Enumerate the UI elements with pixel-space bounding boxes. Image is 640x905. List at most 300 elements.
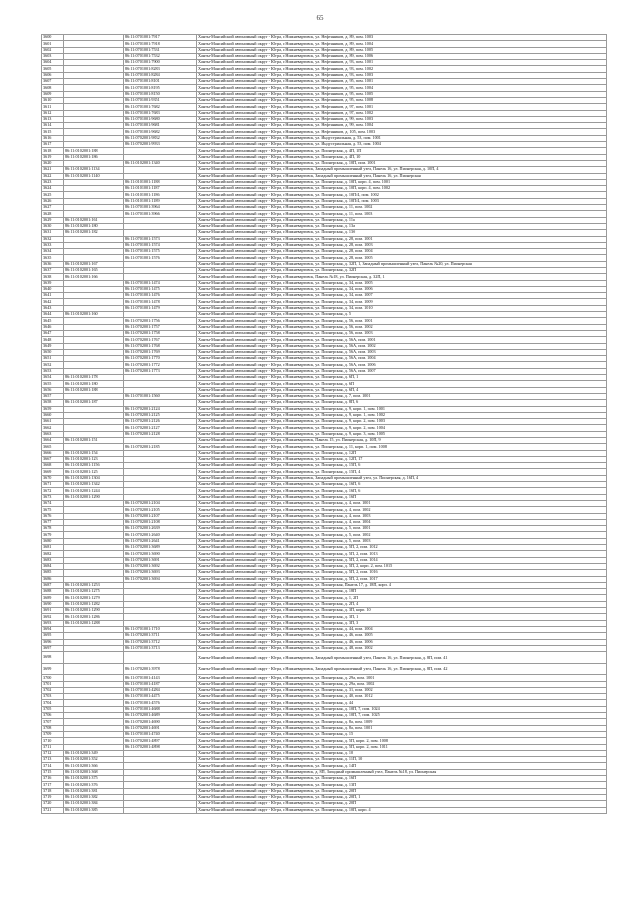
row-number: 3720	[42, 801, 64, 807]
premise-cadastral-number: 86:11:0102001:1340	[124, 160, 197, 166]
premise-cadastral-number: 86:11:0701001:3966	[124, 211, 197, 217]
premise-cadastral-number: 86:11:0702001:3978	[124, 663, 197, 675]
registry-table	[41, 34, 607, 814]
premise-cadastral-number: 86:11:0702001:1772	[124, 362, 197, 368]
row-number: 3654	[42, 375, 64, 381]
premise-cadastral-number: 86:11:0701001:1478	[124, 299, 197, 305]
row-number: 3602	[42, 47, 64, 53]
building-cadastral-number: 86:11:0102001:1140	[64, 173, 124, 179]
address-cell: Ханты-Мансийский автономный округ - Югра, г.Нижневартовск, ул. Пионерская, д. 11, корп. 1, пом. 1008	[197, 444, 607, 450]
address-cell: Ханты-Мансийский автономный округ - Югра, г.Нижневартовск, ул. Пионерская, д. 20П	[197, 801, 607, 807]
address-cell: Ханты-Мансийский автономный округ - Югра, г.Нижневартовск, ул. Пионерская, д. 12П, 17	[197, 456, 607, 462]
premise-cadastral-number: 86:11:0701001:1560	[124, 393, 197, 399]
address-cell: Ханты-Мансийский автономный округ - Югра, г.Нижневартовск, ул. Пионерская, д. 56, пом. 1001	[197, 318, 607, 324]
row-number: 3719	[42, 794, 64, 800]
row-number: 3662	[42, 425, 64, 431]
row-number: 3665	[42, 444, 64, 450]
row-number: 3624	[42, 186, 64, 192]
row-number: 3655	[42, 381, 64, 387]
building-cadastral-number: 86:11:0102001:384	[64, 801, 124, 807]
row-number: 3701	[42, 681, 64, 687]
row-number: 3667	[42, 456, 64, 462]
row-number: 3619	[42, 154, 64, 160]
row-number: 3601	[42, 41, 64, 47]
premise-cadastral-number: 86:11:0702001:2107	[124, 513, 197, 519]
address-cell: Ханты-Мансийский автономный округ - Югра, г.Нижневартовск, ул. Индустриальная, д. 53, пом. 1004	[197, 142, 607, 148]
premise-cadastral-number: 86:11:0702001:4691	[124, 725, 197, 731]
address-cell: Ханты-Мансийский автономный округ - Югра, г.Нижневартовск, ул. Пионерская, д. 13б	[197, 230, 607, 236]
address-cell: Ханты-Мансийский автономный округ - Югра, г.Нижневартовск, ул. Пионерская, д. 32П, 1, Западный промышленный узел, Панель №20, ул. Пионерская	[197, 261, 607, 267]
building-cadastral-number: 86:11:0102001:180	[64, 223, 124, 229]
premise-cadastral-number: 86:11:0701001:1574	[124, 242, 197, 248]
premise-cadastral-number: 86:11:0701001:8150	[124, 91, 197, 97]
address-cell: Ханты-Мансийский автономный округ - Югра, г.Нижневартовск, ул. Пионерская, д. 56А, пом. 1006	[197, 362, 607, 368]
premise-cadastral-number: 86:11:0702001:4897	[124, 738, 197, 744]
address-cell: Ханты-Мансийский автономный округ - Югра, г.Нижневартовск, ул. Пионерская, д. 13а	[197, 223, 607, 229]
address-cell: Ханты-Мансийский автономный округ - Югра, г.Нижневартовск, ул. Пионерская, д. 29а, пом. 1002	[197, 681, 607, 687]
premise-cadastral-number: 86:11:0701001:4187	[124, 681, 197, 687]
address-cell: Ханты-Мансийский автономный округ - Югра, г.Нижневартовск, ул. Пионерская, д. 10П, 7, пом. 1024	[197, 706, 607, 712]
row-number: 3676	[42, 513, 64, 519]
address-cell: Ханты-Мансийский автономный округ - Югра, г.Нижневартовск, ул. Пионерская, д. 10П, корп. 4, пом. 1002	[197, 186, 607, 192]
row-number: 3645	[42, 318, 64, 324]
premise-cadastral-number: 86:11:0701001:1575	[124, 249, 197, 255]
premise-cadastral-number: 86:11:0702001:1758	[124, 330, 197, 336]
building-cadastral-number: 86:11:0102001:188	[64, 387, 124, 393]
building-cadastral-number: 86:11:0102001:1288	[64, 620, 124, 626]
premise-cadastral-number: 86:11:0702001:2640	[124, 532, 197, 538]
row-number: 3633	[42, 242, 64, 248]
address-cell: Ханты-Мансийский автономный округ - Югра, г.Нижневартовск, ул. Пионерская, д. 46, пом. 1005	[197, 633, 607, 639]
building-cadastral-number: 86:11:0102001:178	[64, 375, 124, 381]
premise-cadastral-number	[124, 652, 197, 664]
row-number: 3617	[42, 142, 64, 148]
premise-cadastral-number: 86:11:0701001:1474	[124, 280, 197, 286]
address-cell: Ханты-Мансийский автономный округ - Югра, г.Нижневартовск, ул. Пионерская, д. 9, корп. 2, пом. 1004	[197, 425, 607, 431]
premise-cadastral-number: 86:11:0101001:1188	[124, 179, 197, 185]
address-cell: Ханты-Мансийский автономный округ - Югра, г.Нижневартовск, ул. Пионерская, д. 8а, пом. 1001	[197, 725, 607, 731]
address-cell: Ханты-Мансийский автономный округ - Югра, г.Нижневартовск, ул. Пионерская, д. 9, корп. 1, пом. 1001	[197, 406, 607, 412]
premise-cadastral-number: 86:11:0702001:4898	[124, 744, 197, 750]
address-cell: Ханты-Мансийский автономный округ - Югра, г.Нижневартовск, ул. Пионерская, д. 56А, пом. 1001	[197, 337, 607, 343]
row-number: 3692	[42, 614, 64, 620]
premise-cadastral-number: 86:11:0702001:3712	[124, 639, 197, 645]
building-cadastral-number: 86:11:0102001:1156	[64, 463, 124, 469]
premise-cadastral-number: 86:11:0702001:4689	[124, 713, 197, 719]
premise-cadastral-number: 86:11:0702001:2104	[124, 500, 197, 506]
building-cadastral-number: 86:11:0102001:154	[64, 450, 124, 456]
row-number: 3604	[42, 60, 64, 66]
address-cell: Ханты-Мансийский автономный округ - Югра, г.Нижневартовск, ул. Пионерская, д. 5, пом. 1002	[197, 532, 607, 538]
address-cell: Ханты-Мансийский автономный округ - Югра, г.Нижневартовск, ул. Пионерская, д. 5, пом. 1001	[197, 526, 607, 532]
address-cell: Ханты-Мансийский автономный округ - Югра, г.Нижневартовск, ул. Нефтяников, д. 99, пом. 1003	[197, 116, 607, 122]
row-number: 3691	[42, 608, 64, 614]
row-number: 3700	[42, 675, 64, 681]
row-number: 3683	[42, 557, 64, 563]
address-cell: Ханты-Мансийский автономный округ - Югра, г.Нижневартовск, ул. Пионерская, д. 6П	[197, 381, 607, 387]
premise-cadastral-number: 86:11:0702001:9933	[124, 142, 197, 148]
address-cell: Ханты-Мансийский автономный округ - Югра, г.Нижневартовск, ул. Пионерская, д. 56А, пом. 1007	[197, 368, 607, 374]
premise-cadastral-number: 86:11:0702001:2641	[124, 538, 197, 544]
row-number: 3684	[42, 563, 64, 569]
row-number: 3711	[42, 744, 64, 750]
row-number: 3695	[42, 633, 64, 639]
address-cell: Ханты-Мансийский автономный округ - Югра, г.Нижневартовск, ул. Пионерская, д. 56А, пом. 1002	[197, 343, 607, 349]
row-number: 3637	[42, 267, 64, 273]
address-cell: Ханты-Мансийский автономный округ - Югра, г.Нижневартовск, Западный промышленный узел, Панель 16, ул. Пионерская, д. 8П, пом. 42	[197, 663, 607, 675]
row-number: 3650	[42, 349, 64, 355]
row-number: 3628	[42, 211, 64, 217]
premise-cadastral-number: 86:11:0701001:1476	[124, 293, 197, 299]
row-number: 3615	[42, 129, 64, 135]
address-cell: Ханты-Мансийский автономный округ - Югра, г.Нижневартовск, ул. Нефтяников, д. 95, пом. 1001	[197, 79, 607, 85]
address-cell: Ханты-Мансийский автономный округ - Югра, г.Нижневартовск, ул. Пионерская, д. 34, пом. 1006	[197, 286, 607, 292]
row-number: 3620	[42, 160, 64, 166]
address-cell: Ханты-Мансийский автономный округ - Югра, г.Нижневартовск, ул. Пионерская, д. 28, пом. 1005	[197, 255, 607, 261]
premise-cadastral-number: 86:11:0702001:3689	[124, 545, 197, 551]
address-cell: Ханты-Мансийский автономный округ - Югра, г.Нижневартовск, ул. Нефтяников, д. 93, пом. 1002	[197, 66, 607, 72]
address-cell: Ханты-Мансийский автономный округ - Югра, г.Нижневартовск, д. 8П, Западный промышленный узел, Панель №18, ул. Пионерская	[197, 769, 607, 775]
row-number: 3709	[42, 731, 64, 737]
premise-cadastral-number: 86:11:0702001:2126	[124, 419, 197, 425]
premise-cadastral-number: 86:11:0701001:3713	[124, 645, 197, 651]
row-number: 3696	[42, 639, 64, 645]
premise-cadastral-number: 86:11:0701001:4576	[124, 700, 197, 706]
table-row	[42, 652, 607, 664]
building-cadastral-number: 86:11:0102001:186	[64, 154, 124, 160]
row-number: 3713	[42, 757, 64, 763]
address-cell: Ханты-Мансийский автономный округ - Югра, г.Нижневартовск, ул. Нефтяников, д. 93, пом. 1003	[197, 72, 607, 78]
premise-cadastral-number: 86:11:0701001:4740	[124, 731, 197, 737]
row-number: 3603	[42, 53, 64, 59]
building-cadastral-number: 86:11:0102001:1253	[64, 582, 124, 588]
address-cell: Ханты-Мансийский автономный округ - Югра, г.Нижневартовск, ул. Нефтяников, д. 105, пом. 1003	[197, 129, 607, 135]
address-cell: Ханты-Мансийский автономный округ - Югра, г.Нижневартовск, ул. Пионерская, д. 10П, корп. 4	[197, 807, 607, 813]
address-cell: Ханты-Мансийский автономный округ - Югра, г.Нижневартовск, ул. Нефтяников, д. 97, пом. 1001	[197, 104, 607, 110]
row-number: 3671	[42, 482, 64, 488]
row-number: 3708	[42, 725, 64, 731]
address-cell: Ханты-Мансийский автономный округ - Югра, г.Нижневартовск, Западный промышленный узел, Панель 16, ул. Пионерская, д. 8П, пом. 41	[197, 652, 607, 664]
address-cell: Ханты-Мансийский автономный округ - Югра, г.Нижневартовск, ул. Пионерская, д. 10П/4, пом. 1003	[197, 198, 607, 204]
row-number: 3717	[42, 782, 64, 788]
building-cadastral-number: 86:11:0102001:1244	[64, 488, 124, 494]
address-cell: Ханты-Мансийский автономный округ - Югра, г.Нижневартовск, ул. Пионерская, д. 4, пом. 1003	[197, 513, 607, 519]
row-number: 3613	[42, 116, 64, 122]
address-cell: Ханты-Мансийский автономный округ - Югра, г.Нижневартовск, Панель 15, ул. Пионерская, д. 10П, 9	[197, 438, 607, 444]
premise-cadastral-number: 86:11:0702001:3690	[124, 551, 197, 557]
row-number: 3685	[42, 570, 64, 576]
building-cadastral-number: 86:11:0102001:1342	[64, 482, 124, 488]
row-number: 3612	[42, 110, 64, 116]
building-cadastral-number: 86:11:0102001:1290	[64, 608, 124, 614]
address-cell: Ханты-Мансийский автономный округ - Югра, г.Нижневартовск, ул. Пионерская, д. 31, пом. 1002	[197, 687, 607, 693]
premise-cadastral-number: 86:11:0701001:9351	[124, 97, 197, 103]
row-number: 3626	[42, 198, 64, 204]
building-cadastral-number: 86:11:0102001:385	[64, 807, 124, 813]
row-number: 3660	[42, 412, 64, 418]
premise-cadastral-number: 86:11:0702001:1756	[124, 318, 197, 324]
row-number: 3631	[42, 230, 64, 236]
row-number: 3714	[42, 763, 64, 769]
row-number: 3721	[42, 807, 64, 813]
address-cell: Ханты-Мансийский автономный округ - Югра, г.Нижневартовск, ул. Пионерская, Панель 17, д. 18П, корп. 4	[197, 582, 607, 588]
premise-cadastral-number: 86:11:0702001:2124	[124, 406, 197, 412]
row-number: 3609	[42, 91, 64, 97]
row-number: 3678	[42, 526, 64, 532]
premise-cadastral-number: 86:11:0701001:1479	[124, 305, 197, 311]
premise-cadastral-number: 86:11:0702001:2185	[124, 444, 197, 450]
row-number: 3611	[42, 104, 64, 110]
row-number: 3674	[42, 500, 64, 506]
address-cell: Ханты-Мансийский автономный округ - Югра, г.Нижневартовск, ул. Пионерская, д. 18П	[197, 589, 607, 595]
address-cell: Ханты-Мансийский автономный округ - Югра, г.Нижневартовск, Западный промышленный узел, Панель 16, ул. Пионерская, д. 10П, 4	[197, 167, 607, 173]
premise-cadastral-number: 86:11:0702001:3694	[124, 576, 197, 582]
row-number: 3630	[42, 223, 64, 229]
building-cadastral-number: 86:11:0102001:375	[64, 776, 124, 782]
building-cadastral-number: 86:11:0102001:187	[64, 400, 124, 406]
row-number: 3600	[42, 35, 64, 41]
building-cadastral-number: 86:11:0102001:376	[64, 782, 124, 788]
address-cell: Ханты-Мансийский автономный округ - Югра, г.Нижневартовск, ул. Нефтяников, д. 95, пом. 1005	[197, 91, 607, 97]
address-cell: Ханты-Мансийский автономный округ - Югра, г.Нижневартовск, ул. Пионерская, д. 5П, 2, пом. 1016	[197, 570, 607, 576]
row-number: 3632	[42, 236, 64, 242]
premise-cadastral-number: 86:11:0701001:7917	[124, 35, 197, 41]
row-number: 3646	[42, 324, 64, 330]
building-cadastral-number: 86:11:0102001:1279	[64, 595, 124, 601]
row-number: 3710	[42, 738, 64, 744]
address-cell: Ханты-Мансийский автономный округ - Югра, г.Нижневартовск, ул. Пионерская, д. 1, 2П	[197, 595, 607, 601]
row-number: 3623	[42, 179, 64, 185]
table-row	[42, 807, 607, 813]
address-cell: Ханты-Мансийский автономный округ - Югра, г.Нижневартовск, ул. Пионерская, д. 12П	[197, 450, 607, 456]
building-cadastral-number: 86:11:0102001:382	[64, 794, 124, 800]
row-number: 3640	[42, 286, 64, 292]
premise-cadastral-number: 86:11:0702001:1770	[124, 356, 197, 362]
building-cadastral-number: 86:11:0102001:349	[64, 750, 124, 756]
premise-cadastral-number: 86:11:0701001:7900	[124, 60, 197, 66]
address-cell: Ханты-Мансийский автономный округ - Югра, г.Нижневартовск, ул. Пионерская, д. 40, пом. 1012	[197, 694, 607, 700]
row-number: 3664	[42, 438, 64, 444]
row-number: 3677	[42, 519, 64, 525]
premise-cadastral-number: 86:11:0701001:1475	[124, 286, 197, 292]
building-cadastral-number: 86:11:0102001:1275	[64, 589, 124, 595]
address-cell: Ханты-Мансийский автономный округ - Югра, г.Нижневартовск, ул. Пионерская, д. 11, пом. 1003	[197, 211, 607, 217]
building-cadastral-number: 86:11:0102001:180	[64, 381, 124, 387]
row-number: 3718	[42, 788, 64, 794]
row-number: 3621	[42, 167, 64, 173]
building-cadastral-number: 86:11:0102001:352	[64, 757, 124, 763]
address-cell: Ханты-Мансийский автономный округ - Югра, г.Нижневартовск, ул. Пионерская, д. 48, пом. 1002	[197, 645, 607, 651]
row-number: 3648	[42, 337, 64, 343]
premise-cadastral-number: 86:11:0701001:8101	[124, 79, 197, 85]
premise-cadastral-number: 86:11:0702001:2125	[124, 412, 197, 418]
row-number: 3636	[42, 261, 64, 267]
premise-cadastral-number: 86:11:0701001:9682	[124, 129, 197, 135]
address-cell: Ханты-Мансийский автономный округ - Югра, г.Нижневартовск, ул. Пионерская, д. 15П, 4	[197, 469, 607, 475]
row-number: 3682	[42, 551, 64, 557]
premise-cadastral-number: 86:11:0101001:1189	[124, 198, 197, 204]
building-cadastral-number: 86:11:0102001:381	[64, 788, 124, 794]
row-number: 3638	[42, 274, 64, 280]
address-cell: Ханты-Мансийский автономный округ - Югра, г.Нижневартовск, ул. Пионерская, д. 9, корп. 2, пом. 1003	[197, 419, 607, 425]
row-number: 3606	[42, 72, 64, 78]
row-number: 3616	[42, 135, 64, 141]
building-cadastral-number: 86:11:0102001:165	[64, 267, 124, 273]
premise-cadastral-number: 86:11:0701001:4284	[124, 687, 197, 693]
premise-cadastral-number: 86:11:0701001:3964	[124, 205, 197, 211]
address-cell: Ханты-Мансийский автономный округ - Югра, г.Нижневартовск, ул. Пионерская, д. 5П, 2, пом. 1012	[197, 545, 607, 551]
address-cell: Ханты-Мансийский автономный округ - Югра, г.Нижневартовск, ул. Пионерская, д. 5П, корп. 2, пом. 1008	[197, 738, 607, 744]
row-number: 3658	[42, 400, 64, 406]
address-cell: Ханты-Мансийский автономный округ - Югра, г.Нижневартовск, ул. Пионерская, д. 4, пом. 1004	[197, 519, 607, 525]
address-cell: Ханты-Мансийский автономный округ - Югра, г.Нижневартовск, ул. Пионерская, д. 11а	[197, 217, 607, 223]
address-cell: Ханты-Мансийский автономный округ - Югра, г.Нижневартовск, ул. Пионерская, д. 8П, 6	[197, 400, 607, 406]
building-cadastral-number	[64, 663, 124, 675]
building-cadastral-number: 86:11:0102001:151	[64, 438, 124, 444]
address-cell: Ханты-Мансийский автономный округ - Югра, г.Нижневартовск, ул. Пионерская, д. 34, пом. 1010	[197, 305, 607, 311]
address-cell: Ханты-Мансийский автономный округ - Югра, г.Нижневартовск, ул. Пионерская, д. 56, пом. 1003	[197, 330, 607, 336]
address-cell: Ханты-Мансийский автономный округ - Югра, г.Нижневартовск, ул. Нефтяников, д. 89, пом. 1004	[197, 41, 607, 47]
address-cell: Ханты-Мансийский автономный округ - Югра, г.Нижневартовск, ул. Пионерская, д. 3П, корп. 10	[197, 608, 607, 614]
address-cell: Ханты-Мансийский автономный округ - Югра, г.Нижневартовск, ул. Пионерская, д. 15П, 6	[197, 463, 607, 469]
row-number: 3704	[42, 700, 64, 706]
row-number: 3672	[42, 488, 64, 494]
address-cell: Ханты-Мансийский автономный округ - Югра, г.Нижневартовск, ул. Нефтяников, д. 89, пом. 1006	[197, 53, 607, 59]
address-cell: Ханты-Мансийский автономный округ - Югра, г.Нижневартовск, ул. Нефтяников, д. 95, пом. 1008	[197, 97, 607, 103]
row-number: 3712	[42, 750, 64, 756]
row-number: 3679	[42, 532, 64, 538]
address-cell: Ханты-Мансийский автономный округ - Югра, г.Нижневартовск, ул. Пионерская, д. 28, пом. 1004	[197, 249, 607, 255]
address-cell: Ханты-Мансийский автономный округ - Югра, г.Нижневартовск, ул. Пионерская, д. 5П, корп. 2, пом. 1011	[197, 744, 607, 750]
address-cell: Ханты-Мансийский автономный округ - Югра, г.Нижневартовск, ул. Нефтяников, д. 89, пом. 1005	[197, 47, 607, 53]
row-number: 3629	[42, 217, 64, 223]
row-number: 3653	[42, 368, 64, 374]
row-number: 3635	[42, 255, 64, 261]
building-cadastral-number: 86:11:0102001:1282	[64, 601, 124, 607]
row-number: 3608	[42, 85, 64, 91]
building-cadastral-number: 86:11:0102001:125	[64, 469, 124, 475]
row-number: 3706	[42, 713, 64, 719]
row-number: 3670	[42, 475, 64, 481]
address-cell: Ханты-Мансийский автономный округ - Югра, г.Нижневартовск, ул. Пионерская, д. 13П	[197, 782, 607, 788]
row-number: 3668	[42, 463, 64, 469]
row-number: 3618	[42, 148, 64, 154]
address-cell: Ханты-Мансийский автономный округ - Югра, г.Нижневартовск, Панель №18, ул. Пионерская, д. 32П, 1	[197, 274, 607, 280]
address-cell: Ханты-Мансийский автономный округ - Югра, г.Нижневартовск, ул. Пионерская, д. 6П, 4	[197, 387, 607, 393]
address-cell: Ханты-Мансийский автономный округ - Югра, г.Нижневартовск, ул. Пионерская, д. 11П, 10	[197, 757, 607, 763]
registry-table-body	[42, 35, 607, 814]
address-cell: Ханты-Мансийский автономный округ - Югра, г.Нижневартовск, ул. Пионерская, д. 32П	[197, 267, 607, 273]
premise-cadastral-number: 86:11:0701001:1576	[124, 255, 197, 261]
address-cell: Ханты-Мансийский автономный округ - Югра, г.Нижневартовск, ул. Пионерская, д. 15	[197, 731, 607, 737]
premise-cadastral-number: 86:11:0702001:2105	[124, 507, 197, 513]
row-number: 3715	[42, 769, 64, 775]
row-number: 3663	[42, 431, 64, 437]
row-number: 3649	[42, 343, 64, 349]
address-cell: Ханты-Мансийский автономный округ - Югра, г.Нижневартовск, ул. Пионерская, д. 4, пом. 1001	[197, 500, 607, 506]
address-cell: Ханты-Мансийский автономный округ - Югра, г.Нижневартовск, ул. Пионерская, д. 28, пом. 1001	[197, 236, 607, 242]
building-cadastral-number: 86:11:0102001:1290	[64, 494, 124, 500]
address-cell: Ханты-Мансийский автономный округ - Югра, г.Нижневартовск, ул. Пионерская, д. 44, пом. 1004	[197, 626, 607, 632]
address-cell: Ханты-Мансийский автономный округ - Югра, г.Нижневартовск, ул. Пионерская, д. 29а, пом. 1001	[197, 675, 607, 681]
row-number: 3627	[42, 205, 64, 211]
address-cell: Ханты-Мансийский автономный округ - Югра, г.Нижневартовск, ул. Пионерская, д. 3П, 1	[197, 614, 607, 620]
address-cell: Ханты-Мансийский автономный округ - Югра, г.Нижневартовск, ул. Пионерская, д. 5	[197, 312, 607, 318]
row-number: 3661	[42, 419, 64, 425]
address-cell: Ханты-Мансийский автономный округ - Югра, г.Нижневартовск, ул. Пионерская, д. 34, пом. 1005	[197, 280, 607, 286]
premise-cadastral-number: 86:11:0701001:7531	[124, 47, 197, 53]
row-number: 3657	[42, 393, 64, 399]
address-cell: Ханты-Мансийский автономный округ - Югра, г.Нижневартовск, ул. Пионерская, д. 16П, 6	[197, 482, 607, 488]
row-number: 3680	[42, 538, 64, 544]
address-cell: Ханты-Мансийский автономный округ - Югра, г.Нижневартовск, ул. Пионерская, д. 2П, 4	[197, 601, 607, 607]
building-cadastral-number: 86:11:0102001:182	[64, 230, 124, 236]
address-cell: Ханты-Мансийский автономный округ - Югра, г.Нижневартовск, ул. Пионерская, д. 34, пом. 1007	[197, 293, 607, 299]
address-cell: Ханты-Мансийский автономный округ - Югра, г.Нижневартовск, ул. Пионерская, д. 20П	[197, 788, 607, 794]
building-cadastral-number: 86:11:0102001:1134	[64, 167, 124, 173]
premise-cadastral-number: 86:11:0701001:9681	[124, 123, 197, 129]
row-number: 3607	[42, 79, 64, 85]
premise-cadastral-number: 86:11:0702001:1768	[124, 343, 197, 349]
building-cadastral-number: 86:11:0102001:123	[64, 456, 124, 462]
page-number: 65	[316, 14, 324, 22]
row-number: 3625	[42, 192, 64, 198]
building-cadastral-number: 86:11:0102001:188	[64, 148, 124, 154]
premise-cadastral-number: 86:11:0702001:3693	[124, 570, 197, 576]
row-number: 3643	[42, 305, 64, 311]
row-number: 3675	[42, 507, 64, 513]
address-cell: Ханты-Мансийский автономный округ - Югра, г.Нижневартовск, ул. Пионерская, д. 10П, 7, пом. 1025	[197, 713, 607, 719]
building-cadastral-number: 86:11:0102001:1304	[64, 475, 124, 481]
building-cadastral-number	[64, 652, 124, 664]
row-number: 3610	[42, 97, 64, 103]
premise-cadastral-number	[124, 807, 197, 813]
premise-cadastral-number: 86:11:0702001:9832	[124, 135, 197, 141]
row-number: 3681	[42, 545, 64, 551]
address-cell: Ханты-Мансийский автономный округ - Югра, г.Нижневартовск, ул. Пионерская, д. 8а, пом. 1009	[197, 719, 607, 725]
row-number: 3652	[42, 362, 64, 368]
address-cell: Ханты-Мансийский автономный округ - Югра, г.Нижневартовск, ул. Пионерская, д. 14П	[197, 763, 607, 769]
address-cell: Ханты-Мансийский автономный округ - Югра, г.Нижневартовск, ул. Пионерская, д. 4П, 10	[197, 154, 607, 160]
premise-cadastral-number: 86:11:0702001:2639	[124, 526, 197, 532]
address-cell: Ханты-Мансийский автономный округ - Югра, г.Нижневартовск, ул. Пионерская, д. 5П, 2, корп. 2, пом. 1015	[197, 563, 607, 569]
row-number: 3614	[42, 123, 64, 129]
row-number: 3702	[42, 687, 64, 693]
premise-cadastral-number: 86:11:0101001:1187	[124, 186, 197, 192]
registry-table-container	[41, 34, 601, 814]
address-cell: Ханты-Мансийский автономный округ - Югра, г.Нижневартовск, ул. Нефтяников, д. 89, пом. 1003	[197, 35, 607, 41]
premise-cadastral-number: 86:11:0701001:8195	[124, 85, 197, 91]
building-cadastral-number: 86:11:0102001:167	[64, 261, 124, 267]
premise-cadastral-number: 86:11:0702001:1767	[124, 337, 197, 343]
premise-cadastral-number: 86:11:0702001:1769	[124, 349, 197, 355]
row-number: 3666	[42, 450, 64, 456]
row-number: 3659	[42, 406, 64, 412]
row-number: 3690	[42, 601, 64, 607]
building-cadastral-number: 86:11:0102001:1286	[64, 614, 124, 620]
address-cell: Ханты-Мансийский автономный округ - Югра, г.Нижневартовск, ул. Пионерская, д. 10П, пом. 1001	[197, 160, 607, 166]
row-number: 3699	[42, 663, 64, 675]
premise-cadastral-number: 86:11:0701001:7532	[124, 53, 197, 59]
address-cell: Ханты-Мансийский автономный округ - Югра, г.Нижневартовск, ул. Пионерская, д. 3П, 3	[197, 620, 607, 626]
premise-cadastral-number: 86:11:0701001:1573	[124, 236, 197, 242]
premise-cadastral-number: 86:11:0701001:7682	[124, 104, 197, 110]
address-cell: Ханты-Мансийский автономный округ - Югра, г.Нижневартовск, ул. Пионерская, д. 34, пом. 1009	[197, 299, 607, 305]
row-number: 3639	[42, 280, 64, 286]
row-number: 3651	[42, 356, 64, 362]
premise-cadastral-number: 86:11:0702001:2108	[124, 519, 197, 525]
address-cell: Ханты-Мансийский автономный округ - Югра, г.Нижневартовск, ул. Пионерская, д. 16П, 6	[197, 488, 607, 494]
